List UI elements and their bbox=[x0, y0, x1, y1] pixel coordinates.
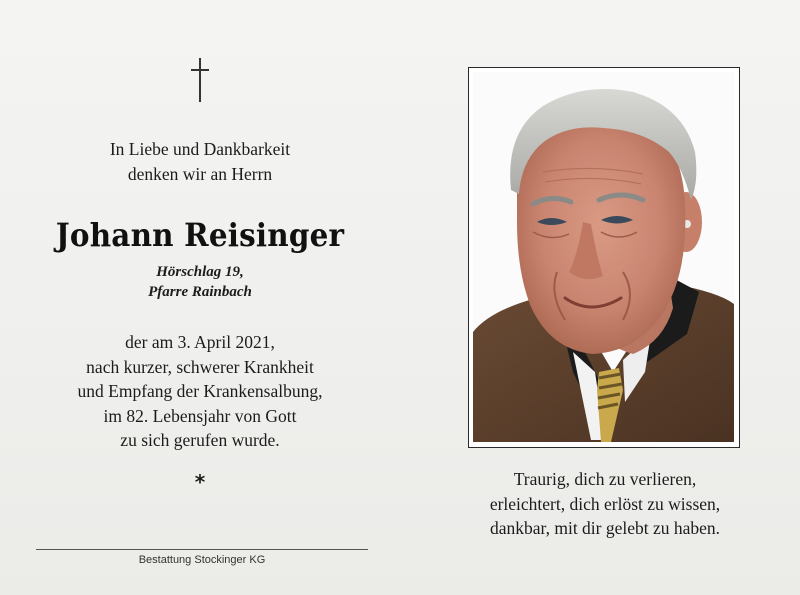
obituary-line-1: der am 3. April 2021, bbox=[125, 332, 275, 352]
funeral-home-name: Bestattung Stockinger KG bbox=[138, 554, 266, 566]
obituary-line-3: und Empfang der Krankensalbung, bbox=[77, 381, 323, 401]
verse-line-3: dankbar, mit dir gelebt zu haben. bbox=[489, 518, 721, 538]
intro-line-2: denken wir an Herrn bbox=[127, 164, 273, 184]
verse-line-1: Traurig, dich zu verlieren, bbox=[513, 469, 697, 489]
intro-line-1: In Liebe und Dankbarkeit bbox=[109, 139, 291, 159]
obituary-line-2: nach kurzer, schwerer Krankheit bbox=[86, 356, 314, 377]
obituary-text bbox=[30, 330, 370, 453]
memorial-verse bbox=[460, 467, 750, 541]
portrait-illustration bbox=[473, 72, 734, 442]
deceased-name: Johann Reisinger bbox=[55, 216, 345, 254]
address-line-2: Pfarre Rainbach bbox=[148, 284, 252, 300]
obituary-line-4: im 82. Lebensjahr von Gott bbox=[103, 405, 297, 426]
intro-text bbox=[40, 137, 360, 187]
address-line-1: Hörschlag 19, bbox=[156, 264, 244, 280]
obituary-line-5: zu sich gerufen wurde. bbox=[120, 430, 280, 450]
address bbox=[40, 262, 360, 302]
footer-divider bbox=[36, 549, 368, 550]
verse-line-2: erleichtert, dich erlöst zu wissen, bbox=[489, 493, 721, 514]
cross-icon bbox=[189, 58, 211, 102]
asterisk-ornament: * bbox=[194, 470, 206, 494]
portrait-photo bbox=[473, 72, 734, 442]
portrait-frame bbox=[468, 67, 740, 448]
